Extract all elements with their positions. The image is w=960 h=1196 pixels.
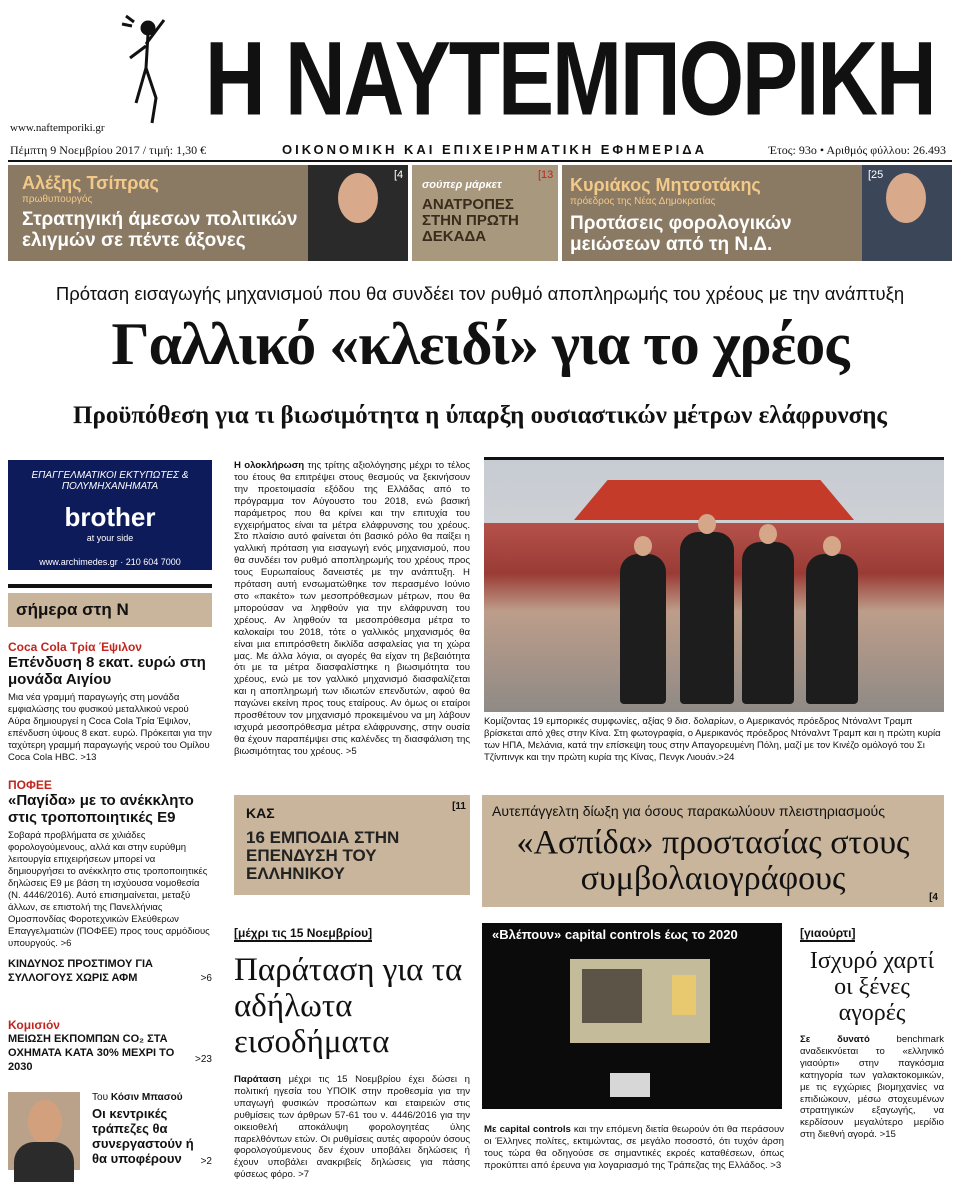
ad-line: ΕΠΑΓΓΕΛΜΑΤΙΚΟΙ ΕΚΤΥΠΩΤΕΣ & ΠΟΛΥΜΗΧΑΝΗΜΑΤΑ bbox=[31, 470, 189, 492]
lead-text: της τρίτης αξιολόγησης μέχρι το τέλος του έτους θα επιτρέψει στους θεσμούς να ξεκινήσουν την προετοιμασία εξόδου της Ελλάδας από το πρόγραμμα τον Αύγουστο του 2018, ενώ βασική παράμετρος που θα κρίνει και την επιτυχία του εγχειρήματος είναι τα μέτρα ελάφρυνσης του χρέους. Στο πλαίσιο αυτό φαίνεται ότι βασικό ρόλο θα παίξει η γαλλική πρόταση για εισαγωγή ενός μηχανισμού, που θα συνδέει τον ρυθμό αποπληρωμής του χρέους προς τους Ευρωπαίους δανειστές με την ανάπτυξη. Η πρόταση αυτή ενσωματώθηκε τον περασμένο Ιούνιο στο «πακέτο» των μεσοπρόθεσμων μέτρων, που θα μπορούσαν να ληφθούν για την ελάφρυνση του χρέους. Αν ληφθούν τα μεσοπρόθεσμα μέτρα το καλοκαίρι του 2018, τότε ο γαλλικός μηχανισμός θα είναι μια επιπρόσθετη δικλίδα ασφαλείας για τη χώρα μας. Με άλλα λόγια, οι αγορές θα είχαν τη βεβαιότητα ότι με τα μέτρα διασφαλίστηκε η βιωσιμότητα του χρέους, ενώ με τον γαλλικό μηχανισμό διασφαλίζεται και η αποπληρωμή των ιδιωτών επενδυτών, αφού θα παγώνει εκείνη προς τους εταίρους. Αν όμως οι εταίροι προσθέτουν τον μηχανισμό προκειμένου να μη λάβουν ισχυρά μεσοπρόθεσμα μέτρα ελάφρυνσης, στην ουσία θα έχουν παραπέμψει στις καλένδες τη διασφάλιση της βιωσιμότητας του χρέους. >5 bbox=[234, 460, 470, 757]
teaser-page: [4 bbox=[394, 169, 404, 181]
sidebar-kicker: Coca Cola Τρία Έψιλον bbox=[8, 640, 142, 654]
yogurt-tag: [γιαούρτι] bbox=[800, 926, 856, 940]
newspaper-title: Η ΝΑΥΤΕΜΠΟΡΙΚΗ bbox=[205, 19, 935, 137]
teaser-name: Κυριάκος Μητσοτάκης bbox=[570, 175, 761, 195]
sidebar-rule bbox=[8, 584, 212, 588]
teaser-name: Αλέξης Τσίπρας bbox=[22, 173, 159, 193]
teaser-tsipras[interactable] bbox=[8, 165, 408, 261]
forbidden-city-photo bbox=[484, 460, 944, 712]
capital-first-words: Με capital controls bbox=[484, 1124, 571, 1135]
aspida-page: [4 bbox=[929, 892, 938, 903]
paratasi-body bbox=[234, 1074, 470, 1181]
aspida-kicker: Αυτεπάγγελτη δίωξη για όσους παρακωλύουν πλειστηριασμούς bbox=[492, 803, 885, 819]
brother-ad[interactable] bbox=[8, 460, 212, 570]
lead-kicker: Πρόταση εισαγωγής μηχανισμού που θα συνδέει τον ρυθμό αποπληρωμής του χρέους με την ανάπτυξη bbox=[55, 283, 905, 304]
lead-article-body bbox=[234, 460, 470, 772]
kas-box[interactable] bbox=[234, 795, 470, 895]
lead-headline[interactable]: Γαλλικό «κλειδί» για το χρέος bbox=[111, 311, 849, 377]
paratasi-article[interactable] bbox=[234, 924, 470, 1181]
paratasi-headline: Παράταση για τα αδήλωτα εισοδήματα bbox=[234, 952, 463, 1060]
columnist-photo bbox=[8, 1092, 80, 1170]
lead-first-words: Η ολοκλήρωση bbox=[234, 460, 305, 471]
teaser-page: [13 bbox=[538, 169, 554, 181]
brief-page: >23 bbox=[195, 1054, 212, 1065]
sidebar-item-pofee[interactable] bbox=[8, 778, 212, 950]
brief-headline: ΚΙΝΔΥΝΟΣ ΠΡΟΣΤΙΜΟΥ ΓΙΑ ΣΥΛΛΟΓΟΥΣ ΧΩΡΙΣ ΑΦΜ bbox=[8, 958, 153, 984]
brief-page: >6 bbox=[200, 973, 212, 984]
teaser-headline: Στρατηγική άμεσων πολιτικών ελιγμών σε πέντε άξονες bbox=[22, 209, 298, 251]
sidebar-headline: Επένδυση 8 εκατ. ευρώ στη μονάδα Αιγίου bbox=[8, 654, 206, 688]
column-teaser[interactable] bbox=[92, 1092, 212, 1166]
sidebar-body: Σοβαρά προβλήματα σε χιλιάδες φορολογούμενους, αλλά και στην ευρύθμη λειτουργία επιχειρήσεων μπορεί να δημιουργήσει το ανέκκλητο στις τροποποιητικές δηλώσεις Ε9 με βάση τη ισχύουσα νομοθεσία (Ν. 4446/2016). Αυτό επισημαίνεται, μεταξύ άλλων, σε επιστολή της Πανελλήνιας Ομοσπονδίας Φοροτεχνικών Ελεύθερων Επαγγελματιών (ΠΟΦΕΕ) προς τους αρμόδιους υπουργούς. >6 bbox=[8, 830, 210, 949]
lead-subhead: Προϋπόθεση για τι βιωσιμότητα η ύπαρξη ουσιαστικών μέτρων ελάφρυνσης bbox=[73, 402, 887, 429]
paratasi-text: μέχρι τις 15 Νοεμβρίου έχει δώσει η πολιτική ηγεσία του ΥΠΟΙΚ στην προθεσμία για την υπαγωγή φυσικών προσώπων και εταιρειών στις ρυθμίσεις των άρθρων 57-61 του ν. 4446/2016 για την οικειοθελή αποκάλυψη φορολογητέας ύλης παρελθόντων ετών. Οι ρυθμίσεις αυτές αφορούν όσους φορολογούμενους δεν έχουν υποβάλει δηλώσεις ή έχουν υποβάλει ανακριβείς δηλώσεις για πάσης φύσεως φόρο. >7 bbox=[234, 1074, 470, 1181]
column-author: Κόσιν Μπασού bbox=[110, 1092, 183, 1103]
yogurt-headline: Ισχυρό χαρτί οι ξένες αγορές bbox=[809, 948, 935, 1026]
yogurt-body bbox=[800, 1034, 944, 1154]
sidebar-headline: «Παγίδα» με το ανέκκλητο στις τροποποιητικές Ε9 bbox=[8, 792, 194, 826]
column-headline: Οι κεντρικές τράπεζες θα συνεργαστούν ή θα υποφέρουν bbox=[92, 1106, 194, 1166]
teaser-kicker: σούπερ μάρκετ bbox=[422, 179, 502, 191]
sidebar-kicker: ΠΟΦΕΕ bbox=[8, 778, 52, 792]
aspida-box[interactable] bbox=[482, 795, 944, 907]
ad-contact: www.archimedes.gr · 210 604 7000 bbox=[39, 557, 181, 567]
brief-headline: ΜΕΙΩΣΗ ΕΚΠΟΜΠΩΝ CO₂ ΣΤΑ ΟΧΗΜΑΤΑ ΚΑΤΑ 30% ΜΕΧΡΙ ΤΟ 2030 bbox=[8, 1033, 175, 1073]
capital-title: «Βλέπουν» capital controls έως το 2020 bbox=[482, 923, 782, 947]
teaser-role: πρωθυπουργός bbox=[22, 194, 93, 205]
atm-photo bbox=[482, 923, 782, 1109]
teaser-page: [25 bbox=[868, 169, 884, 181]
yogurt-first-words: Σε δυνατό bbox=[800, 1034, 870, 1045]
brief-commission[interactable] bbox=[8, 1018, 212, 1074]
column-prefix: Του bbox=[92, 1092, 109, 1103]
teaser-mitsotakis[interactable] bbox=[562, 165, 952, 261]
aspida-headline: «Ασπίδα» προστασίας στους συμβολαιογράφους bbox=[516, 824, 910, 897]
sidebar-body: Μια νέα γραμμή παραγωγής στη μονάδα εμφιαλώσης του φυσικού μεταλλικού νερού Αύρα δημιουργεί η Coca Cola Τρία Έψιλον, επένδυση ύψους 8 εκατ. ευρώ. Πρόκειται για την ταχύτερη γραμμή παραγωγής νερού του Ομίλου Coca Cola HBC. >13 bbox=[8, 692, 212, 763]
issue-number: Έτος: 93ο • Αριθμός φύλλου: 26.493 bbox=[768, 143, 946, 157]
today-box: σήμερα στη N bbox=[8, 593, 212, 627]
photo-caption: Κομίζοντας 19 εμπορικές συμφωνίες, αξίας 9 δισ. δολαρίων, ο Αμερικανός πρόεδρος Ντόναλντ Τραμπ βρίσκεται από χθες στην Κίνα. Στη φωτογραφία, ο Αμερικανός πρόεδρος Ντόναλντ Τραμπ και η πρώτη κυρία των ΗΠΑ, Μελάνια, κατά την επίσκεψη τους στην Απαγορευμένη Πόλη, μαζί με τον Κινέζο ομόλογό του Σι Τζίνπινγκ και την πρώτη κυρία της Κίνας, Πενγκ Λιουάν.>24 bbox=[484, 716, 941, 763]
brief-kicker: Κομισιόν bbox=[8, 1018, 60, 1032]
tagline: ΟΙΚΟΝΟΜΙΚΗ ΚΑΙ ΕΠΙΧΕΙΡΗΜΑΤΙΚΗ ΕΦΗΜΕΡΙΔΑ bbox=[282, 142, 707, 157]
kas-headline: 16 ΕΜΠΟΔΙΑ ΣΤΗΝ ΕΠΕΝΔΥΣΗ ΤΟΥ ΕΛΛΗΝΙΚΟΥ bbox=[246, 828, 400, 883]
yogurt-article[interactable] bbox=[800, 924, 944, 1154]
kas-kicker: ΚΑΣ bbox=[246, 805, 275, 821]
date-price: Πέμπτη 9 Νοεμβρίου 2017 / τιμή: 1,30 € bbox=[10, 143, 207, 157]
ad-tag: at your side bbox=[86, 533, 134, 543]
paratasi-first-word: Παράταση bbox=[234, 1074, 281, 1085]
teaser-role: πρόεδρος της Νέας Δημοκρατίας bbox=[570, 196, 716, 207]
brief-fine[interactable] bbox=[8, 957, 212, 985]
ad-brand: brother bbox=[64, 502, 156, 532]
website-url[interactable]: www.naftemporiki.gr bbox=[10, 122, 105, 134]
tsipras-photo bbox=[308, 165, 408, 261]
teaser-headline: Προτάσεις φορολογικών μειώσεων από τη Ν.Δ. bbox=[570, 213, 792, 255]
column-page: >2 bbox=[200, 1156, 212, 1167]
capital-text: και την επόμενη διετία θεωρούν ότι θα περάσουν οι Έλληνες πολίτες, εκτιμώντας, σε μεγάλο ποσοστό, ότι τυχόν άρση τους τώρα θα οδηγούσε σε σημαντικές εκροές καταθέσεων, όπως προκύπτει από έρευνα για λογαριασμό της Τράπεζας της Ελλάδος. >3 bbox=[484, 1124, 785, 1171]
mercury-logo-icon bbox=[118, 8, 178, 128]
yogurt-text: benchmark αναδεικνύεται το «ελληνικό γιαούρτι» στην παγκόσμια κατηγορία των γαλακτοκομικών, με τις εγχώριες βιομηχανίες να επιδιώκουν, μέσω στοχευμένων στρατηγικών εξαγωγής, να κερδίσουν μεγαλύτερο μερίδιο στη διεθνή αγορά. >15 bbox=[800, 1034, 944, 1141]
sidebar-item-coca-cola[interactable] bbox=[8, 640, 212, 764]
teaser-supermarket[interactable] bbox=[412, 165, 558, 261]
header-rule bbox=[8, 160, 952, 162]
paratasi-tag: [μέχρι τις 15 Νοεμβρίου] bbox=[234, 926, 373, 940]
capital-body bbox=[484, 1124, 784, 1184]
teaser-headline: ΑΝΑΤΡΟΠΕΣ ΣΤΗΝ ΠΡΩΤΗ ΔΕΚΑΔΑ bbox=[422, 196, 519, 245]
kas-page: [11 bbox=[452, 801, 466, 812]
